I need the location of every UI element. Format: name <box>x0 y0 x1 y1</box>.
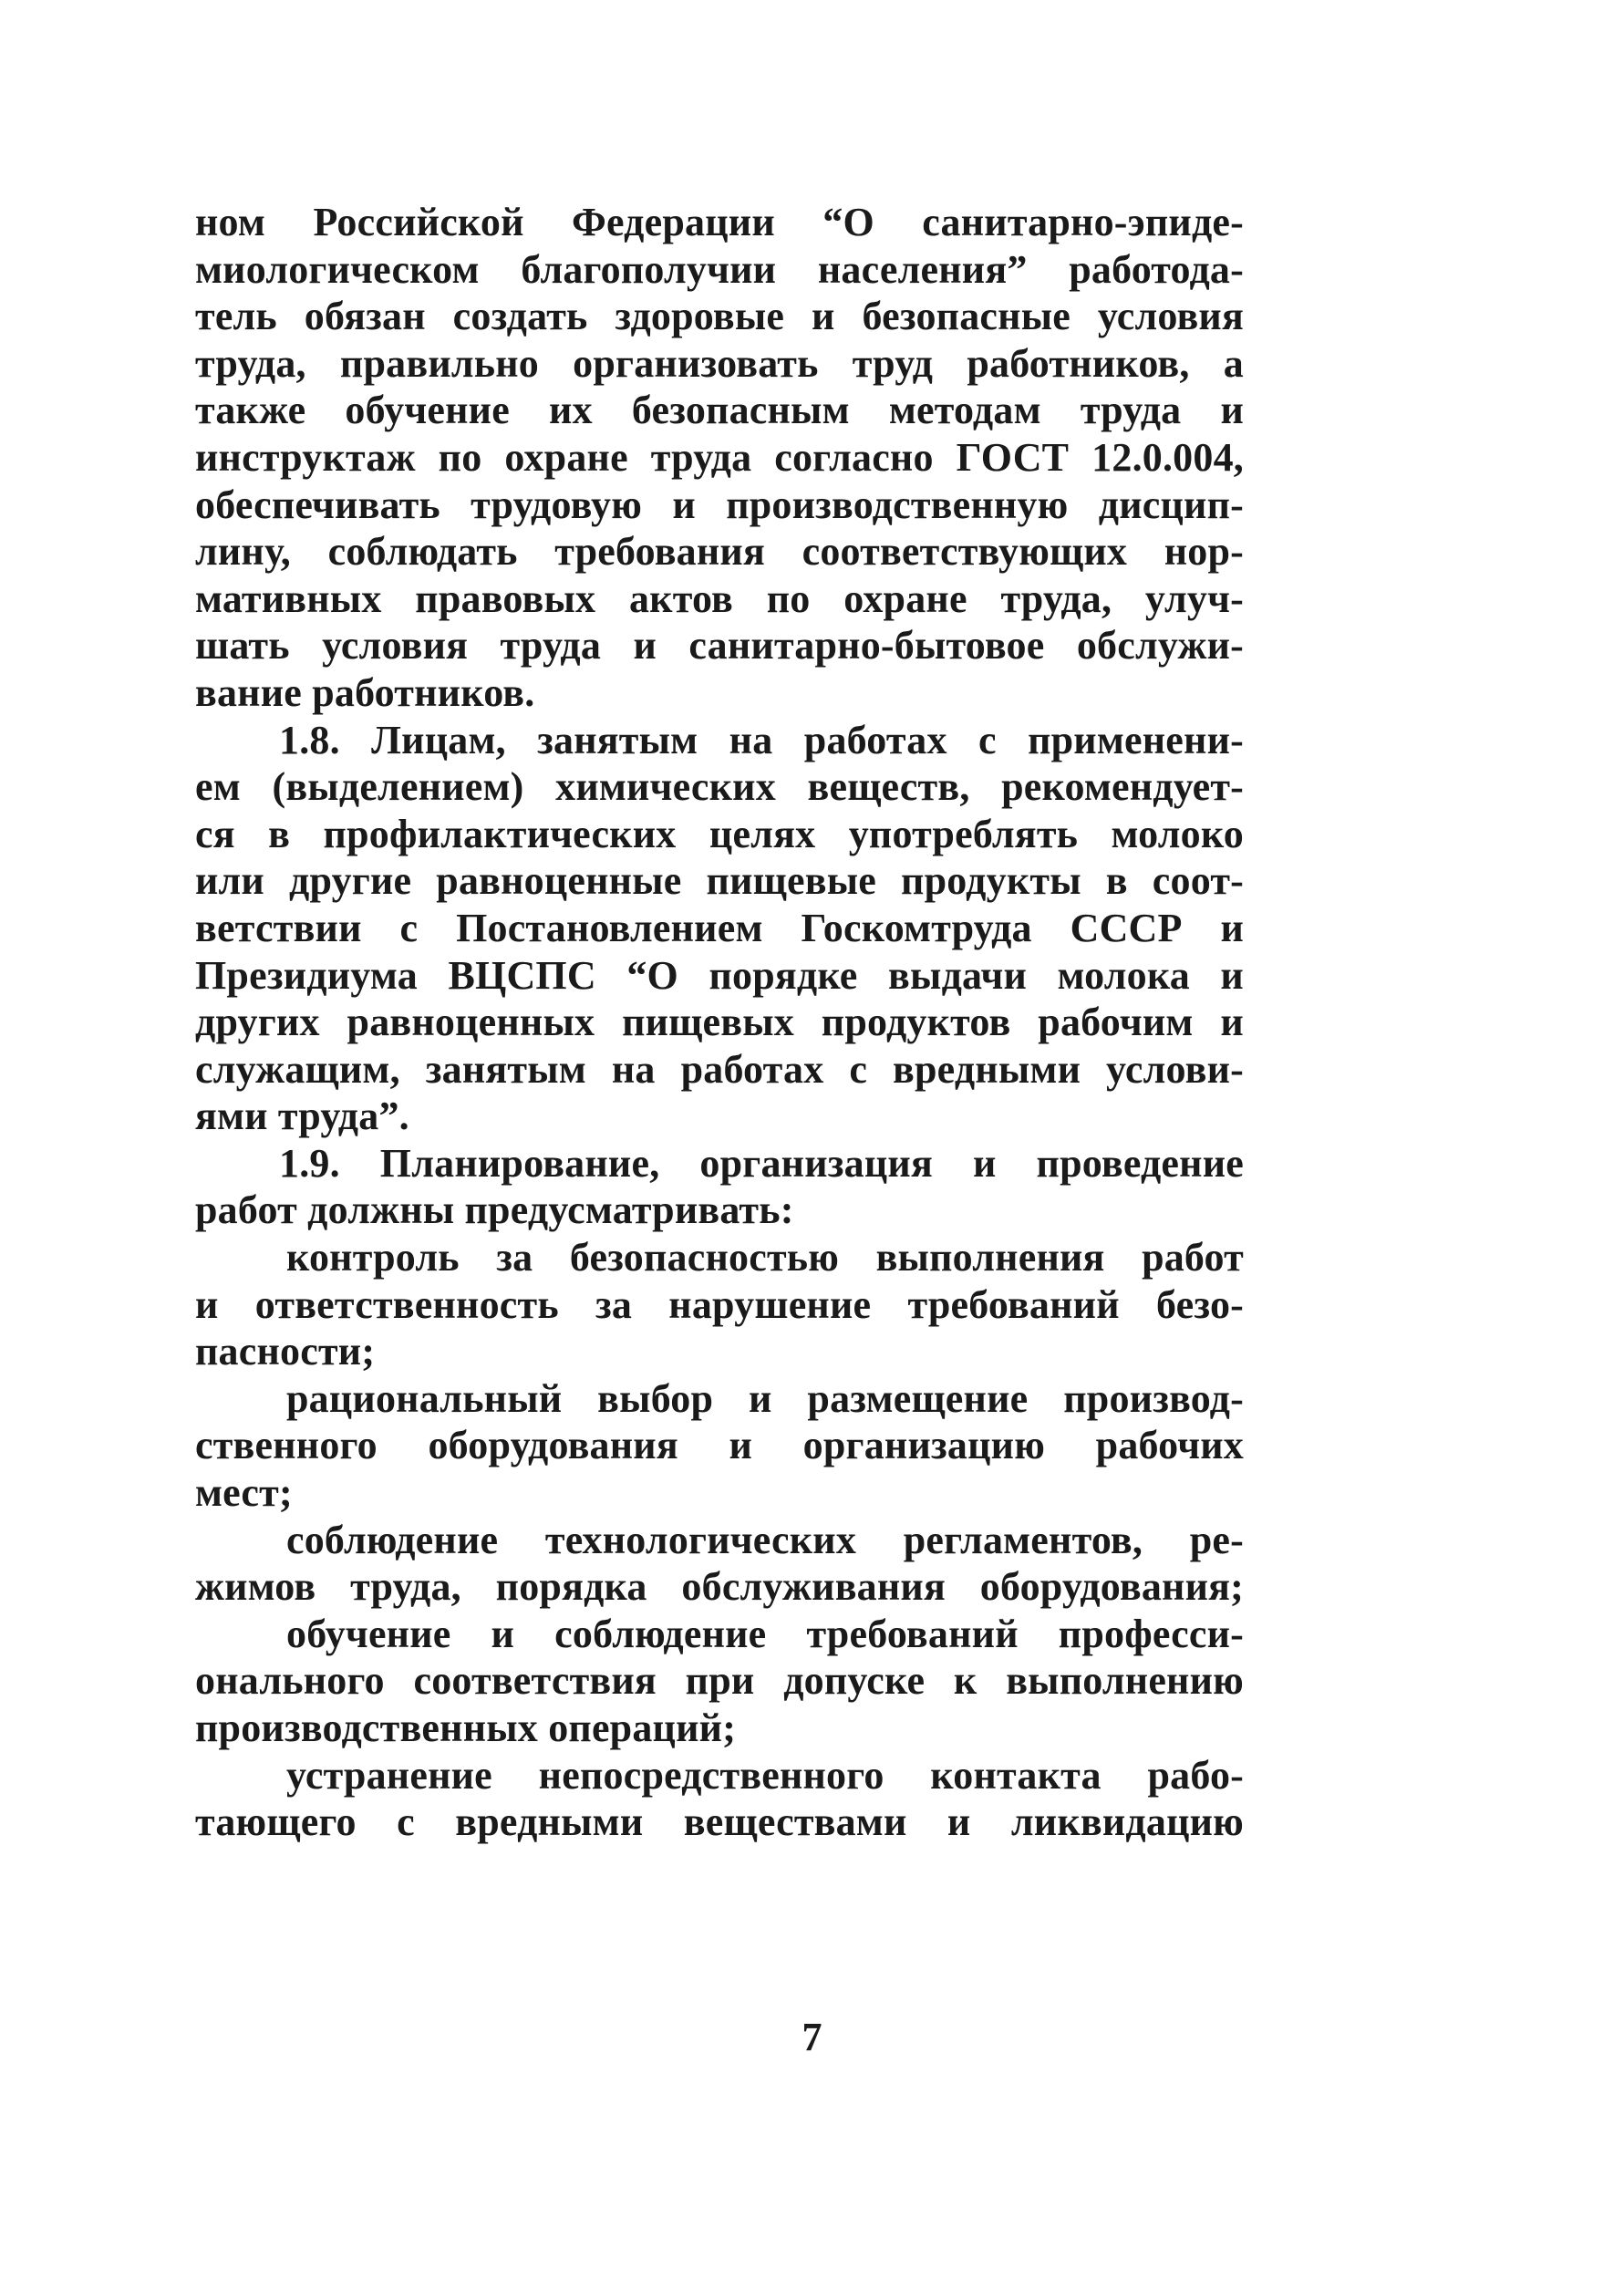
text-line: ственного оборудования и организацию рабочих <box>195 1423 1244 1468</box>
text-line: ся в профилактических целях употреблять молоко <box>195 811 1244 856</box>
text-line: служащим, занятым на работах с вредными услови- <box>195 1046 1244 1092</box>
list-item-start: рациональный выбор и размещение производ- <box>286 1375 1244 1421</box>
text-line: также обучение их безопасным методам труда и <box>195 388 1244 433</box>
list-item-start: соблюдение технологических регламентов, ре- <box>286 1517 1244 1562</box>
text-line: лину, соблюдать требования соответствующих нор- <box>195 529 1244 575</box>
text-line: других равноценных пищевых продуктов рабочим и <box>195 1000 1244 1045</box>
text-line: вание работников. <box>195 669 535 715</box>
page-number: 7 <box>802 2015 822 2059</box>
text-line: шать условия труда и санитарно-бытовое обслужи- <box>195 623 1244 669</box>
text-line: труда, правильно организовать труд работников, а <box>195 340 1244 386</box>
paragraph-1-9-start: 1.9. Планирование, организация и проведение <box>279 1140 1244 1186</box>
text-line: Президиума ВЦСПС “О порядке выдачи молока и <box>195 952 1244 998</box>
paragraph-1-8-start: 1.8. Лицам, занятым на работах с применени- <box>279 717 1244 762</box>
text-line: мест; <box>195 1470 293 1516</box>
text-line: тель обязан создать здоровые и безопасные условия <box>195 294 1244 339</box>
text-line: инструктаж по охране труда согласно ГОСТ 12.0.004, <box>195 434 1244 480</box>
list-item-start: обучение и соблюдение требований професси- <box>286 1611 1244 1656</box>
text-line: ями труда”. <box>195 1094 409 1139</box>
text-line: онального соответствия при допуске к выполнению <box>195 1658 1244 1704</box>
text-line: или другие равноценные пищевые продукты в соот- <box>195 858 1244 904</box>
text-line: ем (выделением) химических веществ, рекомендует- <box>195 764 1244 810</box>
body-text <box>195 199 1244 1846</box>
text-line: и ответственность за нарушение требований безо- <box>195 1281 1244 1327</box>
text-line: ном Российской Федерации “О санитарно-эпиде- <box>195 200 1244 244</box>
list-item-start: контроль за безопасностью выполнения работ <box>286 1235 1244 1280</box>
text-line: обеспечивать трудовую и производственную дисцип- <box>195 482 1244 527</box>
text-line: ветствии с Постановлением Госкомтруда СССР и <box>195 905 1244 950</box>
text-line: тающего с вредными веществами и ликвидацию <box>195 1799 1244 1845</box>
text-line: работ должны предусматривать: <box>195 1187 794 1233</box>
text-line: жимов труда, порядка обслуживания оборудования; <box>195 1564 1244 1610</box>
text-line: миологическом благополучии населения” работода- <box>195 246 1244 292</box>
text-line: мативных правовых актов по охране труда, улуч- <box>195 575 1244 621</box>
text-line: производственных операций; <box>195 1706 737 1750</box>
text-line: пасности; <box>195 1329 376 1374</box>
list-item-start: устранение непосредственного контакта рабо- <box>286 1752 1244 1798</box>
